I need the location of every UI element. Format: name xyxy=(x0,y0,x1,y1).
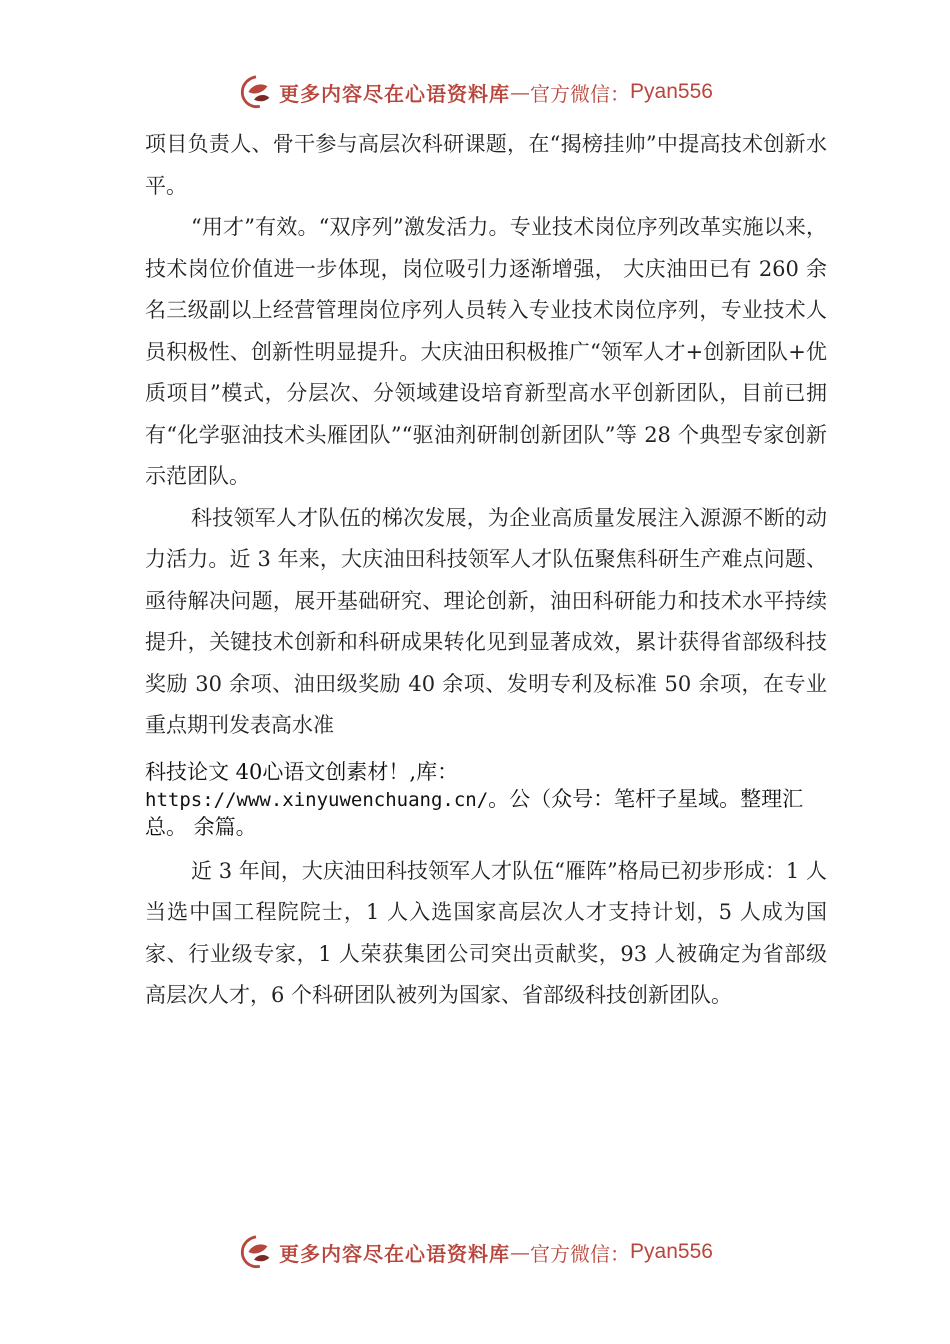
banner-separator: — xyxy=(510,80,531,104)
paragraph-3: 科技领军人才队伍的梯次发展，为企业高质量发展注入源源不断的动力活力。近 3 年来，大庆油田科技领军人才队伍聚焦科研生产难点问题、亟待解决问题，展开基础研究、理论创新，油田科研能力和技术水平持续提升，关键技术创新和科研成果转化见到显著成效，累计获得省部级科技奖励 30 余项、油田级奖励 40 余项、发明专利及标准 50 余项，在专业重点期刊发表高水准 xyxy=(145,505,827,737)
paragraph-2: “用才”有效。“双序列”激发活力。专业技术岗位序列改革实施以来，技术岗位价值进一步体现，岗位吸引力逐渐增强， 大庆油田已有 260 余名三级副以上经营管理岗位序列人员转入专业技术岗位序列，专业技术人员积极性、创新性明显提升。大庆油田积极推广“领军人才+创新团队+优质项目”模式，分层次、分领域建设培育新型高水平创新团队，目前已拥有“化学驱油技术头雁团队”“驱油剂研制创新团队”等 28 个典型专家创新示范团队。 xyxy=(145,215,827,488)
header-banner xyxy=(0,72,950,112)
paragraph-1: 项目负责人、骨干参与高层次科研课题，在“揭榜挂帅”中提高技术创新水平。 xyxy=(145,132,827,198)
insert-line-2 xyxy=(145,786,827,841)
banner-wechat-id: Pyan556 xyxy=(630,1240,713,1263)
insert-line-1: 科技论文 40心语文创素材！,库： xyxy=(145,759,459,784)
banner-wechat-label: 官方微信： xyxy=(530,1241,631,1266)
inserted-watermark-text xyxy=(145,759,827,841)
banner-brand: 更多内容尽在心语资料库 xyxy=(279,81,511,106)
banner-brand: 更多内容尽在心语资料库 xyxy=(279,1241,511,1266)
leaf-swirl-logo-icon xyxy=(237,73,275,111)
banner-wechat-label: 官方微信： xyxy=(530,81,631,106)
paragraph-4: 近 3 年间，大庆油田科技领军人才队伍“雁阵”格局已初步形成：1 人当选中国工程院院士，1 人入选国家高层次人才支持计划，5 人成为国家、行业级专家，1 人荣获集团公司突出贡献奖，93 人被确定为省部级高层次人才，6 个科研团队被列为国家、省部级科技创新团队。 xyxy=(145,858,827,1007)
insert-url-link[interactable]: https://www.xinyuwenchuang.cn/ xyxy=(145,788,489,811)
leaf-swirl-logo-icon xyxy=(237,1233,275,1271)
banner-separator: — xyxy=(510,1240,531,1264)
insert-line-2-text: 。公（众号：笔杆子星域。整理汇总。 余篇。 xyxy=(145,786,804,839)
footer-banner xyxy=(0,1232,950,1272)
document-body xyxy=(145,124,827,1017)
banner-wechat-id: Pyan556 xyxy=(630,80,713,103)
